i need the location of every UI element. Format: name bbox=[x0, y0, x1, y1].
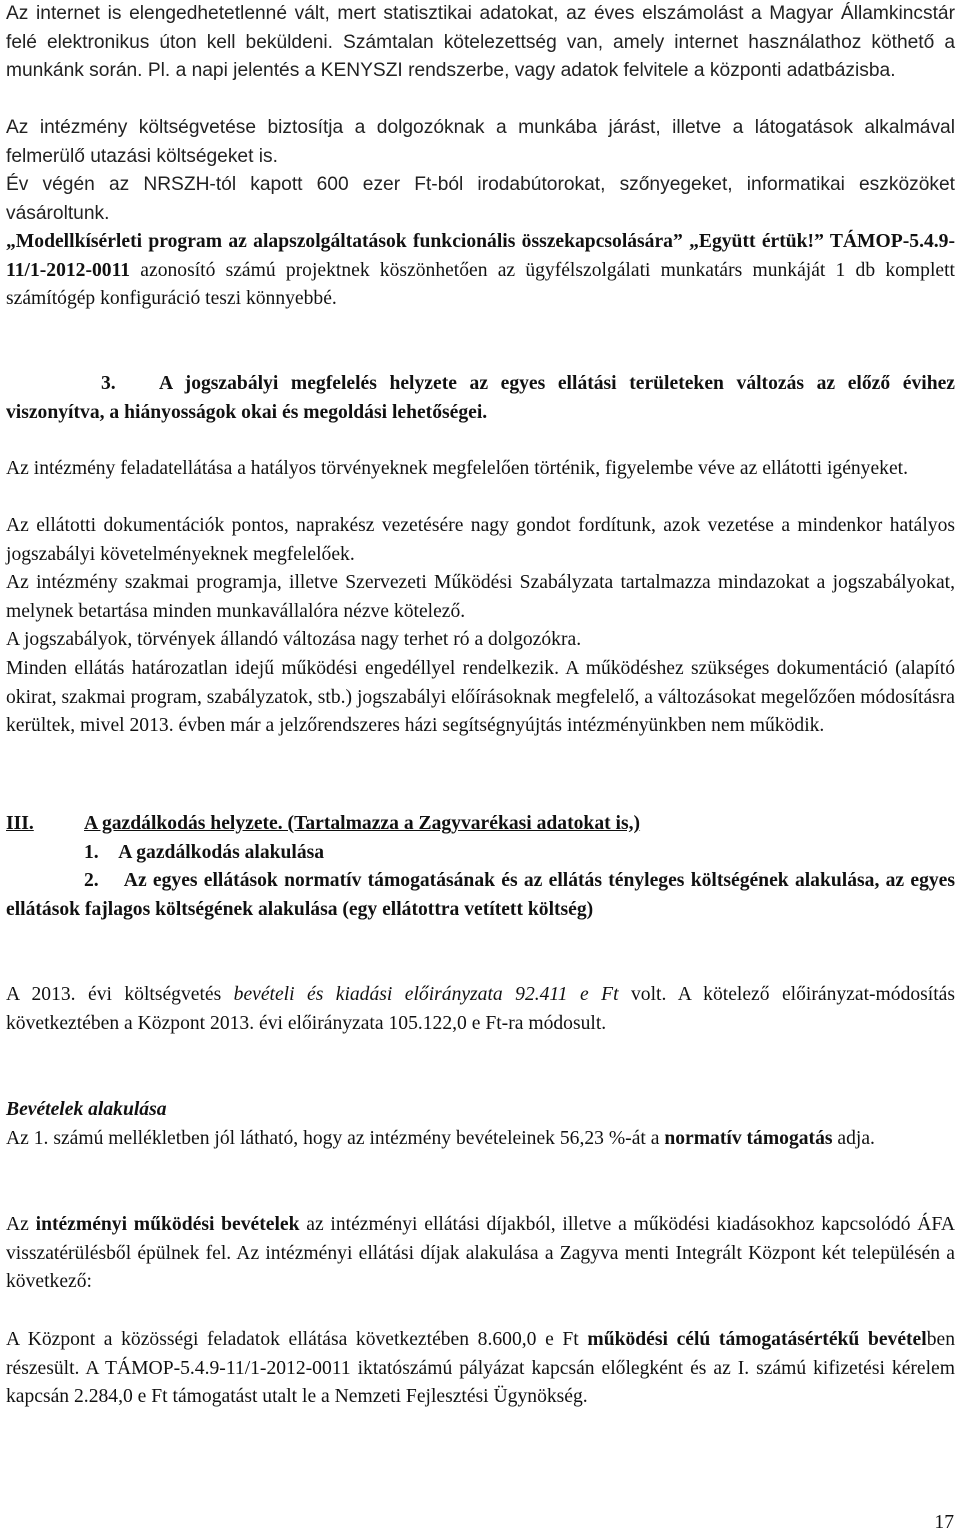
normative-bold: normatív támogatás bbox=[664, 1128, 833, 1149]
subheading-2-first-line: 2. Az egyes ellátások normatív támogatásának és az ellátás tényleges bbox=[84, 870, 685, 891]
paragraph-internet: Az internet is elengedhetetlenné vált, mert statisztikai adatokat, az éves elszámolást a Magyar Államkincstár felé elektronikus úton kell beküldeni. Számtalan kötelezettség van, amely internet használathoz köthető a munkánk során. Pl. a napi jelentés a KENYSZI rendszerbe, vagy adatok felvitele a központi adatbázisba. bbox=[6, 3, 955, 82]
project-text: azonosító számú projektnek köszönhetően az ügyfélszolgálati munkatárs munkáját 1 db komplett számítógép konfiguráció teszi könnyebbé. bbox=[6, 259, 955, 310]
paragraph-budget-travel: Az intézmény költségvetése biztosítja a dolgozóknak a munkába járást, illetve a látogatások alkalmával felmerülő utazási költségeket is. bbox=[6, 117, 955, 167]
subheading-2 bbox=[6, 867, 955, 924]
project-title: „Modellkísérleti program az alapszolgáltatások funkcionális összekapcsolására” „Együtt értük!” TÁMOP-5.4.9-11/1-2012-0011 bbox=[6, 231, 955, 281]
normative-text-a: Az 1. számú mellékletben jól látható, hogy az intézmény bevételeinek 56,23 %-át a bbox=[6, 1128, 665, 1149]
operating-bold: intézményi működési bevételek bbox=[35, 1214, 300, 1235]
paragraph-documentation: Az ellátotti dokumentációk pontos, naprakész vezetésére nagy gondot fordítunk, azok vezetése a mindenkor hatályos jogszabályi követelményeknek megfelelőek. bbox=[6, 515, 955, 565]
community-bold: működési célú támogatásértékű bevétel bbox=[587, 1329, 927, 1350]
community-text-c: ben részesült. A TÁMOP-5.4.9-11/1-2012-0011 iktatószámú pályázat kapcsán előlegként és az I. számú kifizetési kérelem kapcsán 2.284,0 e Ft támogatást utalt le a Nemzeti Fejlesztési Ügynökség. bbox=[6, 1329, 955, 1408]
heading-3-text: A jogszabályi megfelelés helyzete az egyes ellátási területeken változás az előző évihez viszonyítva, a hiányosságok okai és megoldási lehetőségei. bbox=[6, 373, 955, 423]
paragraph-appropriation bbox=[6, 981, 955, 1038]
community-text-a: A Központ a közösségi feladatok ellátása következtében 8.600,0 e Ft bbox=[6, 1329, 588, 1350]
section-3-heading bbox=[6, 810, 955, 839]
heading-3-number: 3. bbox=[101, 373, 116, 394]
paragraph-project bbox=[6, 228, 955, 314]
subheading-1: 1. A gazdálkodás alakulása bbox=[84, 842, 325, 863]
paragraph-normative-support bbox=[6, 1125, 955, 1154]
operating-text-c: az intézményi ellátási díjakból, illetve a működési kiadásokhoz kapcsolódó ÁFA visszatérülésből épülnek fel. Az intézményi ellátási díjak alakulása a Zagyva menti Integrált Központ két településén a következő: bbox=[6, 1214, 955, 1293]
subheading-2-rest: költségének alakulása, az egyes ellátások fajlagos költségének alakulása (egy ellátottra vetített költség) bbox=[6, 870, 955, 920]
paragraph-year-end-purchase: Év végén az NRSZH-tól kapott 600 ezer Ft-ból irodabútorokat, szőnyegeket, informatikai eszközöket vásároltunk. bbox=[6, 174, 955, 224]
section-3-number: III. bbox=[6, 813, 34, 834]
paragraph-compliance: Az intézmény feladatellátása a hatályos törvényeknek megfelelően történik, figyelembe véve az ellátotti igényeket. bbox=[6, 458, 909, 479]
page-number: 17 bbox=[934, 1512, 954, 1533]
paragraph-permits: Minden ellátás határozatlan idejű működési engedéllyel rendelkezik. A működéshez szükséges dokumentáció (alapító okirat, szakmai program, szabályzatok, stb.) jogszabályi előírásoknak megfelelő, a változásokat megelőzően módosításra kerültek, mivel 2013. évben már a jelzőrendszeres házi segítségnyújtás intézményünkben nem működik. bbox=[6, 658, 955, 737]
appropriation-text-b: volt. A kötelező előirányzat-módosítás következtében a Központ 2013. évi előirányzata 105.122,0 e Ft-ra módosult. bbox=[6, 984, 956, 1034]
heading-3 bbox=[6, 370, 955, 427]
heading-revenue: Bevételek alakulása bbox=[6, 1099, 167, 1120]
paragraph-law-changes: A jogszabályok, törvények állandó változása nagy terhet ró a dolgozókra. bbox=[6, 629, 582, 650]
paragraph-community-support bbox=[6, 1326, 955, 1412]
normative-text-c: adja. bbox=[832, 1128, 875, 1149]
operating-text-a: Az bbox=[6, 1214, 36, 1235]
appropriation-italic: bevételi és kiadási előirányzata 92.411 e Ft bbox=[233, 984, 619, 1005]
section-3-title: A gazdálkodás helyzete. (Tartalmazza a Zagyvarékasi adatokat is,) bbox=[84, 813, 641, 834]
paragraph-operating-revenue bbox=[6, 1211, 955, 1297]
appropriation-text-a: A 2013. évi költségvetés bbox=[6, 984, 234, 1005]
paragraph-regulations: Az intézmény szakmai programja, illetve Szervezeti Működési Szabályzata tartalmazza mindazokat a jogszabályokat, melynek betartása minden munkavállalóra nézve kötelező. bbox=[6, 572, 955, 622]
